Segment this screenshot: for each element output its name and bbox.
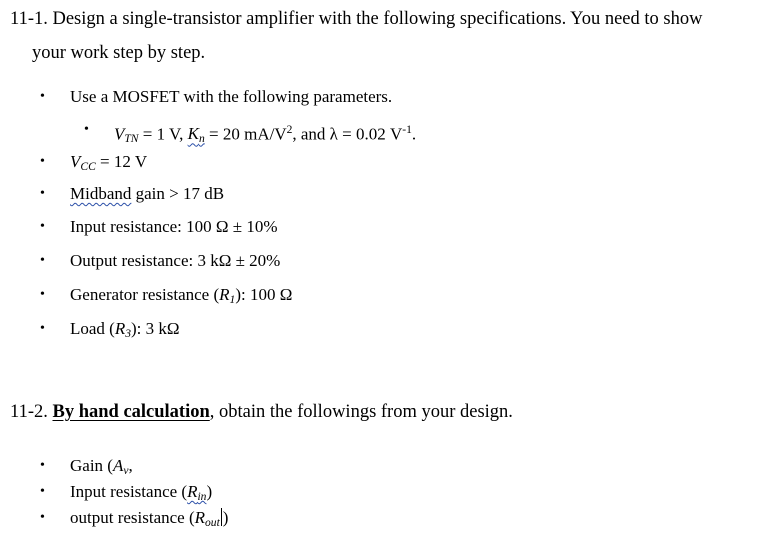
bullet-vcc: • $V_{CC} = 12$ V xyxy=(40,152,148,173)
bullet-output-resistance-calc: • output resistance ($R_{out}$ ) xyxy=(40,508,229,529)
bullet-mosfet-params: • $V_{TN} = 1$ V, $K_n = 20$ $mA/V^2$, and λ = 0.02 $V^{-1}$. xyxy=(114,119,416,150)
bullet-icon: • xyxy=(40,510,45,525)
bullet-input-resistance-calc: • Input resistance $(R_{in})$ xyxy=(40,482,213,503)
bullet-icon: • xyxy=(40,219,45,234)
bullet-icon: • xyxy=(40,186,45,201)
bullet-icon: • xyxy=(40,484,45,499)
rin-symbol: $R_{in}$ xyxy=(187,482,207,503)
bullet-output-resistance: • Output resistance: 3 kΩ ± 20% xyxy=(40,251,281,270)
by-hand-calculation: By hand calculation xyxy=(52,402,210,422)
bullet-icon: • xyxy=(40,154,45,169)
bullet-midband-gain: • Midband gain > 17 dB xyxy=(40,184,225,203)
bullet-gain: • Gain ($A_v$, xyxy=(40,456,133,477)
bullet-input-resistance: • Input resistance: 100 Ω ± 10% xyxy=(40,217,278,236)
text-cursor[interactable] xyxy=(221,508,222,526)
heading-line-2: your work step by step. xyxy=(32,43,206,63)
bullet-icon: • xyxy=(40,321,45,336)
bullet-icon: • xyxy=(40,89,45,104)
bullet-load: • Load $(R_3)$: 3 kΩ xyxy=(40,319,180,340)
question-11-2-heading: 11-2. By hand calculation, obtain the followings from your design. xyxy=(10,402,513,422)
kn-symbol: $K_n$ xyxy=(187,124,205,146)
heading-line-1: 11-1. Design a single-transistor amplifier with the following specifications. You need to show xyxy=(10,9,703,29)
bullet-icon: • xyxy=(40,253,45,268)
bullet-generator-resistance: • Generator resistance $(R_1)$: 100 Ω xyxy=(40,285,293,306)
bullet-icon: • xyxy=(40,287,45,302)
bullet-mosfet-intro: • Use a MOSFET with the following parameters. xyxy=(40,87,393,106)
question-11-1-heading xyxy=(10,2,772,70)
bullet-icon: • xyxy=(40,458,45,473)
bullet-icon: • xyxy=(84,122,89,137)
